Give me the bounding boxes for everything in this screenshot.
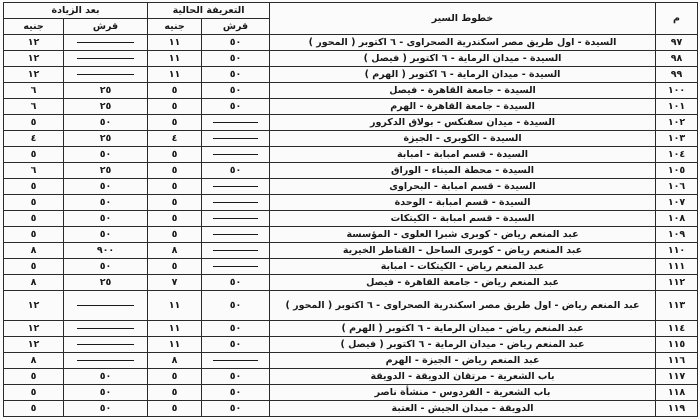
current-piasters-cell bbox=[202, 259, 270, 275]
table-row bbox=[4, 369, 698, 385]
table-row bbox=[4, 115, 698, 131]
route-cell: السيدة - قسم امبابة - الكيتكات bbox=[270, 211, 656, 227]
tariff-rows bbox=[4, 35, 698, 417]
new-pounds-cell: ٥ bbox=[4, 115, 64, 131]
empty-value-dash bbox=[77, 305, 134, 306]
table-row bbox=[4, 227, 698, 243]
route-cell: السيدة - قسم امبابة - الوحدة bbox=[270, 195, 656, 211]
subheader-current-pounds: جنيه bbox=[148, 19, 202, 35]
new-piasters-cell bbox=[64, 353, 148, 369]
table-row bbox=[4, 243, 698, 259]
empty-value-dash bbox=[77, 328, 134, 329]
new-pounds-cell: ١٢ bbox=[4, 35, 64, 51]
new-piasters-cell bbox=[64, 321, 148, 337]
new-piasters-cell: ٥٠ bbox=[64, 369, 148, 385]
current-pounds-cell: ٥ bbox=[148, 227, 202, 243]
empty-value-dash bbox=[213, 122, 258, 123]
route-cell: السيدة - اول طريق مصر اسكندرية الصحراوى - ٦ اكتوبر ( المحور ) bbox=[270, 35, 656, 51]
route-number-cell: ١٠٤ bbox=[656, 147, 698, 163]
new-piasters-cell: ٥٠ bbox=[64, 179, 148, 195]
route-number-cell: ١٠٢ bbox=[656, 115, 698, 131]
column-header-route: خطوط السير bbox=[270, 3, 656, 35]
route-cell: عبد المنعم رياض - ميدان الرماية - ٦ اكتوبر ( الهرم ) bbox=[270, 321, 656, 337]
new-pounds-cell: ٥ bbox=[4, 369, 64, 385]
route-cell: السيدة - قسم امبابة - امبابة bbox=[270, 147, 656, 163]
empty-value-dash bbox=[213, 250, 258, 251]
new-piasters-cell: ٥٠ bbox=[64, 227, 148, 243]
current-piasters-cell bbox=[202, 131, 270, 147]
table-row bbox=[4, 35, 698, 51]
table-row bbox=[4, 83, 698, 99]
current-pounds-cell: ٨ bbox=[148, 353, 202, 369]
table-row bbox=[4, 131, 698, 147]
route-number-cell: ١٠٧ bbox=[656, 195, 698, 211]
table-row bbox=[4, 163, 698, 179]
new-pounds-cell: ٥ bbox=[4, 195, 64, 211]
new-piasters-cell bbox=[64, 291, 148, 321]
current-piasters-cell bbox=[202, 243, 270, 259]
new-piasters-cell: ٢٥ bbox=[64, 131, 148, 147]
current-pounds-cell: ١١ bbox=[148, 291, 202, 321]
new-piasters-cell: ٥٠ bbox=[64, 385, 148, 401]
route-number-cell: ١١٧ bbox=[656, 369, 698, 385]
current-pounds-cell: ٥ bbox=[148, 163, 202, 179]
route-number-cell: ١١١ bbox=[656, 259, 698, 275]
route-number-cell: ٩٩ bbox=[656, 67, 698, 83]
current-piasters-cell: ٥٠ bbox=[202, 83, 270, 99]
route-number-cell: ١١٠ bbox=[656, 243, 698, 259]
route-number-cell: ١٠٨ bbox=[656, 211, 698, 227]
new-piasters-cell: ٢٥ bbox=[64, 163, 148, 179]
current-pounds-cell: ٧ bbox=[148, 275, 202, 291]
current-piasters-cell: ٥٠ bbox=[202, 35, 270, 51]
table-row bbox=[4, 353, 698, 369]
route-cell: عبد المنعم رياض - جامعة القاهرة - فيصل bbox=[270, 275, 656, 291]
new-pounds-cell: ١٢ bbox=[4, 337, 64, 353]
empty-value-dash bbox=[213, 186, 258, 187]
current-pounds-cell: ٥ bbox=[148, 211, 202, 227]
route-number-cell: ١١٦ bbox=[656, 353, 698, 369]
subheader-new-piasters: قرش bbox=[64, 19, 148, 35]
current-piasters-cell bbox=[202, 211, 270, 227]
current-pounds-cell: ٥ bbox=[148, 401, 202, 417]
empty-value-dash bbox=[213, 360, 258, 361]
current-piasters-cell: ٥٠ bbox=[202, 67, 270, 83]
table-row bbox=[4, 337, 698, 353]
current-piasters-cell: ٥٠ bbox=[202, 337, 270, 353]
route-cell: السيدة - ميدان سفنكس - بولاق الدكرور bbox=[270, 115, 656, 131]
new-pounds-cell: ٨ bbox=[4, 275, 64, 291]
current-pounds-cell: ٤ bbox=[148, 131, 202, 147]
current-pounds-cell: ٥ bbox=[148, 369, 202, 385]
subheader-current-piasters: قرش bbox=[202, 19, 270, 35]
route-number-cell: ١٠٥ bbox=[656, 163, 698, 179]
new-pounds-cell: ٨ bbox=[4, 353, 64, 369]
route-cell: عبد المنعم رياض - كوبرى شبرا العلوى - المؤسسة bbox=[270, 227, 656, 243]
table-row bbox=[4, 291, 698, 321]
new-pounds-cell: ٥ bbox=[4, 179, 64, 195]
table-row bbox=[4, 401, 698, 417]
route-number-cell: ١١٢ bbox=[656, 275, 698, 291]
new-pounds-cell: ١٢ bbox=[4, 321, 64, 337]
new-pounds-cell: ١٢ bbox=[4, 51, 64, 67]
new-pounds-cell: ٥ bbox=[4, 385, 64, 401]
new-piasters-cell: ٢٥ bbox=[64, 275, 148, 291]
route-number-cell: ١٠١ bbox=[656, 99, 698, 115]
current-piasters-cell: ٥٠ bbox=[202, 291, 270, 321]
new-piasters-cell: ٩٠٠ bbox=[64, 243, 148, 259]
new-pounds-cell: ٥ bbox=[4, 147, 64, 163]
route-cell: السيدة - محطة الميناء - الوراق bbox=[270, 163, 656, 179]
route-number-cell: ١٠٦ bbox=[656, 179, 698, 195]
empty-value-dash bbox=[77, 344, 134, 345]
new-pounds-cell: ٦ bbox=[4, 163, 64, 179]
table-row bbox=[4, 99, 698, 115]
current-pounds-cell: ٥ bbox=[148, 83, 202, 99]
empty-value-dash bbox=[77, 42, 134, 43]
table-row bbox=[4, 51, 698, 67]
current-piasters-cell: ٥٠ bbox=[202, 321, 270, 337]
empty-value-dash bbox=[77, 74, 134, 75]
current-pounds-cell: ١١ bbox=[148, 35, 202, 51]
new-pounds-cell: ٥ bbox=[4, 259, 64, 275]
empty-value-dash bbox=[77, 58, 134, 59]
new-piasters-cell: ٢٥ bbox=[64, 83, 148, 99]
table-row bbox=[4, 67, 698, 83]
route-cell: عبد المنعم رياض - ميدان الرماية - ٦ اكتوبر ( فيصل ) bbox=[270, 337, 656, 353]
current-piasters-cell bbox=[202, 195, 270, 211]
empty-value-dash bbox=[213, 266, 258, 267]
route-number-cell: ١٠٩ bbox=[656, 227, 698, 243]
new-piasters-cell bbox=[64, 67, 148, 83]
route-cell: السيدة - قسم امبابة - البحراوى bbox=[270, 179, 656, 195]
new-piasters-cell: ٥٠ bbox=[64, 401, 148, 417]
route-cell: عبد المنعم رياض - كوبرى الساحل - القناطر الخيرية bbox=[270, 243, 656, 259]
new-piasters-cell: ٢٥ bbox=[64, 99, 148, 115]
table-row bbox=[4, 275, 698, 291]
route-number-cell: ٩٧ bbox=[656, 35, 698, 51]
empty-value-dash bbox=[213, 138, 258, 139]
new-pounds-cell: ٦ bbox=[4, 99, 64, 115]
current-pounds-cell: ٥ bbox=[148, 147, 202, 163]
current-piasters-cell bbox=[202, 179, 270, 195]
route-cell: عبد المنعم رياض - الجيزة - الهرم bbox=[270, 353, 656, 369]
route-number-cell: ١١٩ bbox=[656, 401, 698, 417]
empty-value-dash bbox=[77, 360, 134, 361]
new-pounds-cell: ٥ bbox=[4, 227, 64, 243]
empty-value-dash bbox=[213, 218, 258, 219]
current-pounds-cell: ٥ bbox=[148, 115, 202, 131]
current-piasters-cell: ٥٠ bbox=[202, 275, 270, 291]
route-cell: باب الشعرية - الفردوس - منشأة ناصر bbox=[270, 385, 656, 401]
route-cell: السيدة - جامعة القاهرة - الهرم bbox=[270, 99, 656, 115]
new-pounds-cell: ١٢ bbox=[4, 291, 64, 321]
new-pounds-cell: ٥ bbox=[4, 401, 64, 417]
route-number-cell: ٩٨ bbox=[656, 51, 698, 67]
route-cell: السيدة - الكوبرى - الجيزة bbox=[270, 131, 656, 147]
current-piasters-cell bbox=[202, 353, 270, 369]
new-piasters-cell: ٥٠ bbox=[64, 195, 148, 211]
new-pounds-cell: ٨ bbox=[4, 243, 64, 259]
route-cell: عبد المنعم رياض - الكيتكات - امبابة bbox=[270, 259, 656, 275]
route-number-cell: ١٠٣ bbox=[656, 131, 698, 147]
column-header-current-tariff: التعريفة الحالية bbox=[148, 3, 270, 19]
table-row bbox=[4, 259, 698, 275]
current-pounds-cell: ٥ bbox=[148, 179, 202, 195]
current-piasters-cell: ٥٠ bbox=[202, 369, 270, 385]
current-pounds-cell: ١١ bbox=[148, 51, 202, 67]
new-piasters-cell: ٥٠ bbox=[64, 115, 148, 131]
column-header-number: م bbox=[656, 3, 698, 35]
current-pounds-cell: ٨ bbox=[148, 243, 202, 259]
table-row bbox=[4, 321, 698, 337]
new-pounds-cell: ٤ bbox=[4, 131, 64, 147]
current-piasters-cell: ٥٠ bbox=[202, 51, 270, 67]
new-piasters-cell: ٥٠ bbox=[64, 147, 148, 163]
table-row bbox=[4, 147, 698, 163]
current-piasters-cell: ٥٠ bbox=[202, 99, 270, 115]
empty-value-dash bbox=[213, 154, 258, 155]
table-row bbox=[4, 211, 698, 227]
current-piasters-cell: ٥٠ bbox=[202, 163, 270, 179]
current-pounds-cell: ٥ bbox=[148, 259, 202, 275]
new-piasters-cell bbox=[64, 337, 148, 353]
route-cell: باب الشعرية - مرتقان الدويقة - الدويقة bbox=[270, 369, 656, 385]
new-piasters-cell: ٥٠ bbox=[64, 259, 148, 275]
route-cell: عبد المنعم رياض - اول طريق مصر اسكندرية الصحراوى - ٦ اكتوبر ( المحور ) bbox=[270, 291, 656, 321]
table-row bbox=[4, 179, 698, 195]
empty-value-dash bbox=[213, 202, 258, 203]
subheader-new-pounds: جنيه bbox=[4, 19, 64, 35]
route-cell: الدويقة - ميدان الجيش - العتبة bbox=[270, 401, 656, 417]
route-cell: السيدة - ميدان الرماية - ٦ اكتوبر ( الهرم ) bbox=[270, 67, 656, 83]
current-pounds-cell: ٥ bbox=[148, 385, 202, 401]
route-number-cell: ١١٨ bbox=[656, 385, 698, 401]
table-row bbox=[4, 385, 698, 401]
route-cell: السيدة - ميدان الرماية - ٦ اكتوبر ( فيصل ) bbox=[270, 51, 656, 67]
new-pounds-cell: ١٢ bbox=[4, 67, 64, 83]
route-number-cell: ١١٣ bbox=[656, 291, 698, 321]
current-piasters-cell: ٥٠ bbox=[202, 401, 270, 417]
new-piasters-cell bbox=[64, 35, 148, 51]
current-piasters-cell: ٥٠ bbox=[202, 385, 270, 401]
current-pounds-cell: ٥ bbox=[148, 99, 202, 115]
new-pounds-cell: ٦ bbox=[4, 83, 64, 99]
route-number-cell: ١١٥ bbox=[656, 337, 698, 353]
empty-value-dash bbox=[213, 234, 258, 235]
route-cell: السيدة - جامعة القاهرة - فيصل bbox=[270, 83, 656, 99]
tariff-table bbox=[3, 2, 698, 417]
route-number-cell: ١٠٠ bbox=[656, 83, 698, 99]
current-pounds-cell: ٥ bbox=[148, 195, 202, 211]
new-piasters-cell bbox=[64, 51, 148, 67]
column-header-after-increase: بعد الزيادة bbox=[4, 3, 148, 19]
current-piasters-cell bbox=[202, 147, 270, 163]
current-pounds-cell: ١١ bbox=[148, 67, 202, 83]
current-pounds-cell: ١١ bbox=[148, 321, 202, 337]
new-pounds-cell: ٥ bbox=[4, 211, 64, 227]
current-pounds-cell: ١١ bbox=[148, 337, 202, 353]
new-piasters-cell: ٥٠ bbox=[64, 211, 148, 227]
route-number-cell: ١١٤ bbox=[656, 321, 698, 337]
table-row bbox=[4, 195, 698, 211]
current-piasters-cell bbox=[202, 115, 270, 131]
current-piasters-cell bbox=[202, 227, 270, 243]
